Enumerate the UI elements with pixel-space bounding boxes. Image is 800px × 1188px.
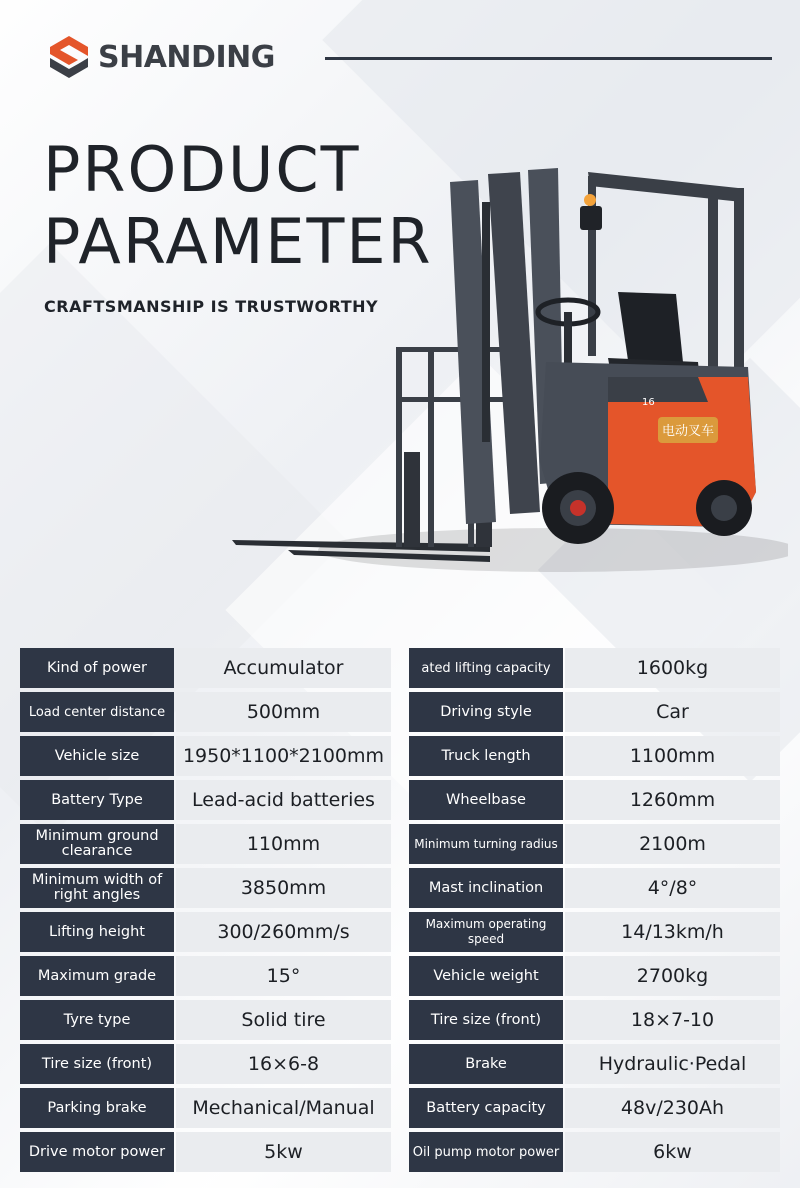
param-label: Drive motor power <box>20 1132 174 1172</box>
param-value: 15° <box>176 956 391 996</box>
table-row <box>20 824 780 864</box>
param-value: 3850mm <box>176 868 391 908</box>
param-value: Car <box>565 692 780 732</box>
param-label: Wheelbase <box>409 780 563 820</box>
param-label: Battery capacity <box>409 1088 563 1128</box>
param-value: 16×6-8 <box>176 1044 391 1084</box>
param-value: 300/260mm/s <box>176 912 391 952</box>
param-label: Minimum turning radius <box>409 824 563 864</box>
table-row <box>20 1132 780 1172</box>
param-label: Kind of power <box>20 648 174 688</box>
param-value: 2100m <box>565 824 780 864</box>
table-row <box>20 648 780 688</box>
param-label: Minimum width of right angles <box>20 868 174 908</box>
table-row <box>20 1088 780 1128</box>
param-label: Vehicle size <box>20 736 174 776</box>
param-value: 2700kg <box>565 956 780 996</box>
param-value: Hydraulic·Pedal <box>565 1044 780 1084</box>
param-label: Lifting height <box>20 912 174 952</box>
forklift-image <box>228 162 788 582</box>
table-row <box>20 692 780 732</box>
param-label: Minimum ground clearance <box>20 824 174 864</box>
param-label: Driving style <box>409 692 563 732</box>
brand-mark-icon <box>46 34 92 80</box>
table-row <box>20 912 780 952</box>
param-value: 14/13km/h <box>565 912 780 952</box>
param-label: Parking brake <box>20 1088 174 1128</box>
decal-text: 电动叉车 <box>661 424 715 439</box>
param-label: Tire size (front) <box>20 1044 174 1084</box>
param-label: Mast inclination <box>409 868 563 908</box>
table-row <box>20 1000 780 1040</box>
param-value: 500mm <box>176 692 391 732</box>
param-value: Mechanical/Manual <box>176 1088 391 1128</box>
param-value: Accumulator <box>176 648 391 688</box>
table-row <box>20 868 780 908</box>
param-label: Vehicle weight <box>409 956 563 996</box>
param-label: Tyre type <box>20 1000 174 1040</box>
param-value: 1950*1100*2100mm <box>176 736 391 776</box>
param-value: 1100mm <box>565 736 780 776</box>
page-subtitle: CRAFTSMANSHIP IS TRUSTWORTHY <box>44 297 379 316</box>
param-value: 110mm <box>176 824 391 864</box>
table-row <box>20 736 780 776</box>
param-label: Tire size (front) <box>409 1000 563 1040</box>
table-row <box>20 780 780 820</box>
param-label: Maximum grade <box>20 956 174 996</box>
param-label: Load center distance <box>20 692 174 732</box>
brand-name: SHANDING <box>98 39 275 75</box>
header-divider <box>325 57 772 60</box>
table-row <box>20 956 780 996</box>
param-value: Lead-acid batteries <box>176 780 391 820</box>
param-value: Solid tire <box>176 1000 391 1040</box>
title-line: PRODUCT <box>43 133 361 206</box>
param-value: 6kw <box>565 1132 780 1172</box>
param-label: ated lifting capacity <box>409 648 563 688</box>
param-value: 1260mm <box>565 780 780 820</box>
param-label: Battery Type <box>20 780 174 820</box>
param-label: Maximum operating speed <box>409 912 563 952</box>
table-row <box>20 1044 780 1084</box>
param-value: 48v/230Ah <box>565 1088 780 1128</box>
param-label: Truck length <box>409 736 563 776</box>
param-label: Brake <box>409 1044 563 1084</box>
param-value: 18×7-10 <box>565 1000 780 1040</box>
param-value: 1600kg <box>565 648 780 688</box>
param-value: 5kw <box>176 1132 391 1172</box>
param-label: Oil pump motor power <box>409 1132 563 1172</box>
param-value: 4°/8° <box>565 868 780 908</box>
title-line: PARAMETER <box>43 205 433 278</box>
model-mark: 16 <box>642 397 655 408</box>
brand-logo <box>46 34 275 80</box>
